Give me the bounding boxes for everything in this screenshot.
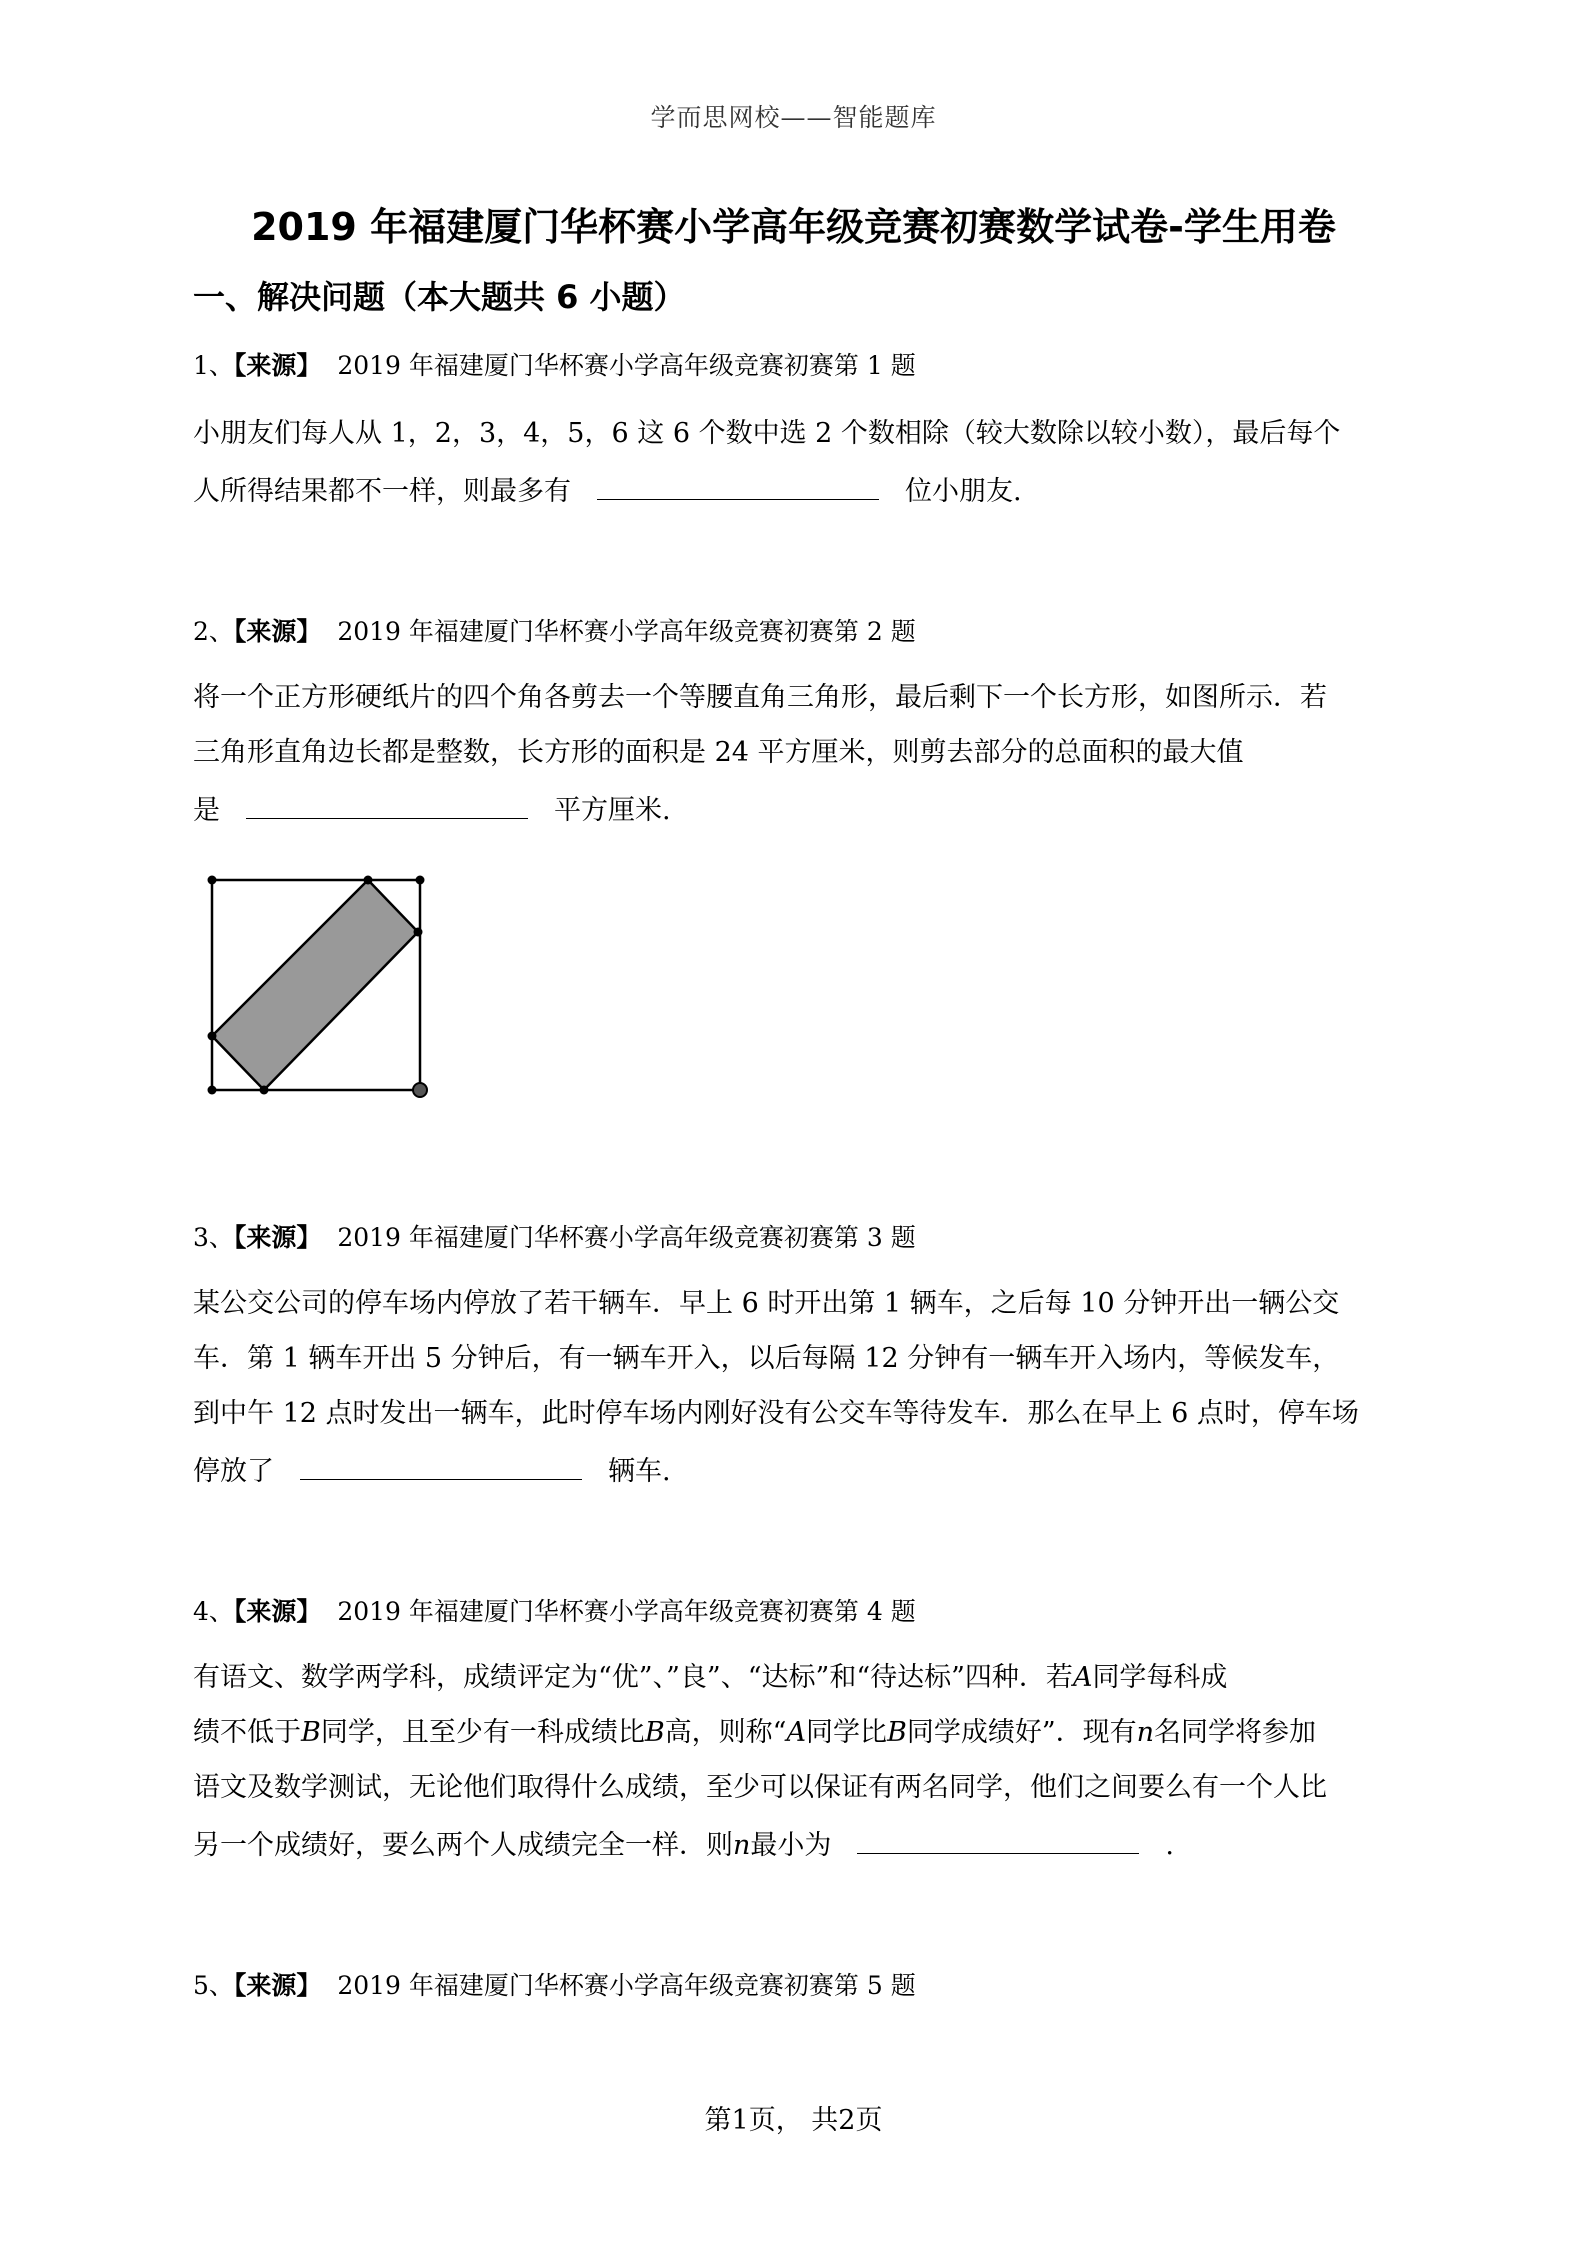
vertex-dot [414, 928, 423, 937]
vertex-dot [416, 876, 425, 885]
answer-blank-2[interactable] [246, 794, 528, 819]
vertex-dot [364, 876, 373, 885]
page-footer: 第1页， 共2页 [704, 2105, 883, 2136]
square-rectangle-figure [200, 868, 440, 1098]
question-3-source: 3、【来源】 2019 年福建厦门华杯赛小学高年级竞赛初赛第 3 题 [193, 1223, 916, 1252]
answer-blank-3[interactable] [300, 1455, 582, 1480]
question-2-line-1: 将一个正方形硬纸片的四个角各剪去一个等腰直角三角形，最后剩下一个长方形，如图所示．若 [193, 682, 1327, 713]
question-4-source: 4、【来源】 2019 年福建厦门华杯赛小学高年级竞赛初赛第 4 题 [193, 1597, 916, 1626]
question-4-line-2: 绩不低于B同学，且至少有一科成绩比B高，则称“A同学比B同学成绩好”．现有n名同学将参加 [193, 1717, 1317, 1748]
answer-blank-1[interactable] [597, 475, 879, 500]
vertex-dot [208, 876, 217, 885]
question-2-line-3: 是 平方厘米. [193, 795, 671, 826]
question-3-line-1: 某公交公司的停车场内停放了若干辆车．早上 6 时开出第 1 辆车，之后每 10 分钟开出一辆公交 [193, 1288, 1340, 1319]
question-2-line-2: 三角形直角边长都是整数，长方形的面积是 24 平方厘米，则剪去部分的总面积的最大值 [193, 737, 1244, 768]
question-3-line-2: 车．第 1 辆车开出 5 分钟后，有一辆车开入，以后每隔 12 分钟有一辆车开入场内，等候发车， [193, 1343, 1340, 1374]
document-title: 2019 年福建厦门华杯赛小学高年级竞赛初赛数学试卷-学生用卷 [251, 205, 1336, 249]
question-4-line-4: 另一个成绩好，要么两个人成绩完全一样．则n最小为 . [193, 1830, 1174, 1861]
question-4-line-1: 有语文、数学两学科，成绩评定为“优”、”良”、“达标”和“待达标”四种．若A同学每科成 [193, 1662, 1228, 1693]
question-2-source: 2、【来源】 2019 年福建厦门华杯赛小学高年级竞赛初赛第 2 题 [193, 617, 916, 646]
vertex-dot [413, 1083, 427, 1097]
shaded-rectangle [212, 880, 418, 1090]
vertex-dot [260, 1086, 269, 1095]
question-1-source: 1、【来源】 2019 年福建厦门华杯赛小学高年级竞赛初赛第 1 题 [193, 351, 916, 380]
answer-blank-4[interactable] [857, 1829, 1139, 1854]
question-4-line-3: 语文及数学测试，无论他们取得什么成绩，至少可以保证有两名同学，他们之间要么有一个人比 [193, 1772, 1327, 1803]
question-1-line-1: 小朋友们每人从 1，2，3，4，5，6 这 6 个数中选 2 个数相除（较大数除以较小数），最后每个 [193, 418, 1341, 449]
section-heading: 一、解决问题（本大题共 6 小题） [193, 278, 686, 316]
question-3-line-3: 到中午 12 点时发出一辆车，此时停车场内刚好没有公交车等待发车．那么在早上 6 点时，停车场 [193, 1398, 1359, 1429]
site-header: 学而思网校——智能题库 [650, 103, 937, 132]
vertex-dot [208, 1086, 217, 1095]
question-5-source: 5、【来源】 2019 年福建厦门华杯赛小学高年级竞赛初赛第 5 题 [193, 1971, 916, 2000]
question-3-line-4: 停放了 辆车. [193, 1456, 671, 1487]
vertex-dot [208, 1032, 217, 1041]
question-1-line-2: 人所得结果都不一样，则最多有 位小朋友. [193, 476, 1022, 507]
